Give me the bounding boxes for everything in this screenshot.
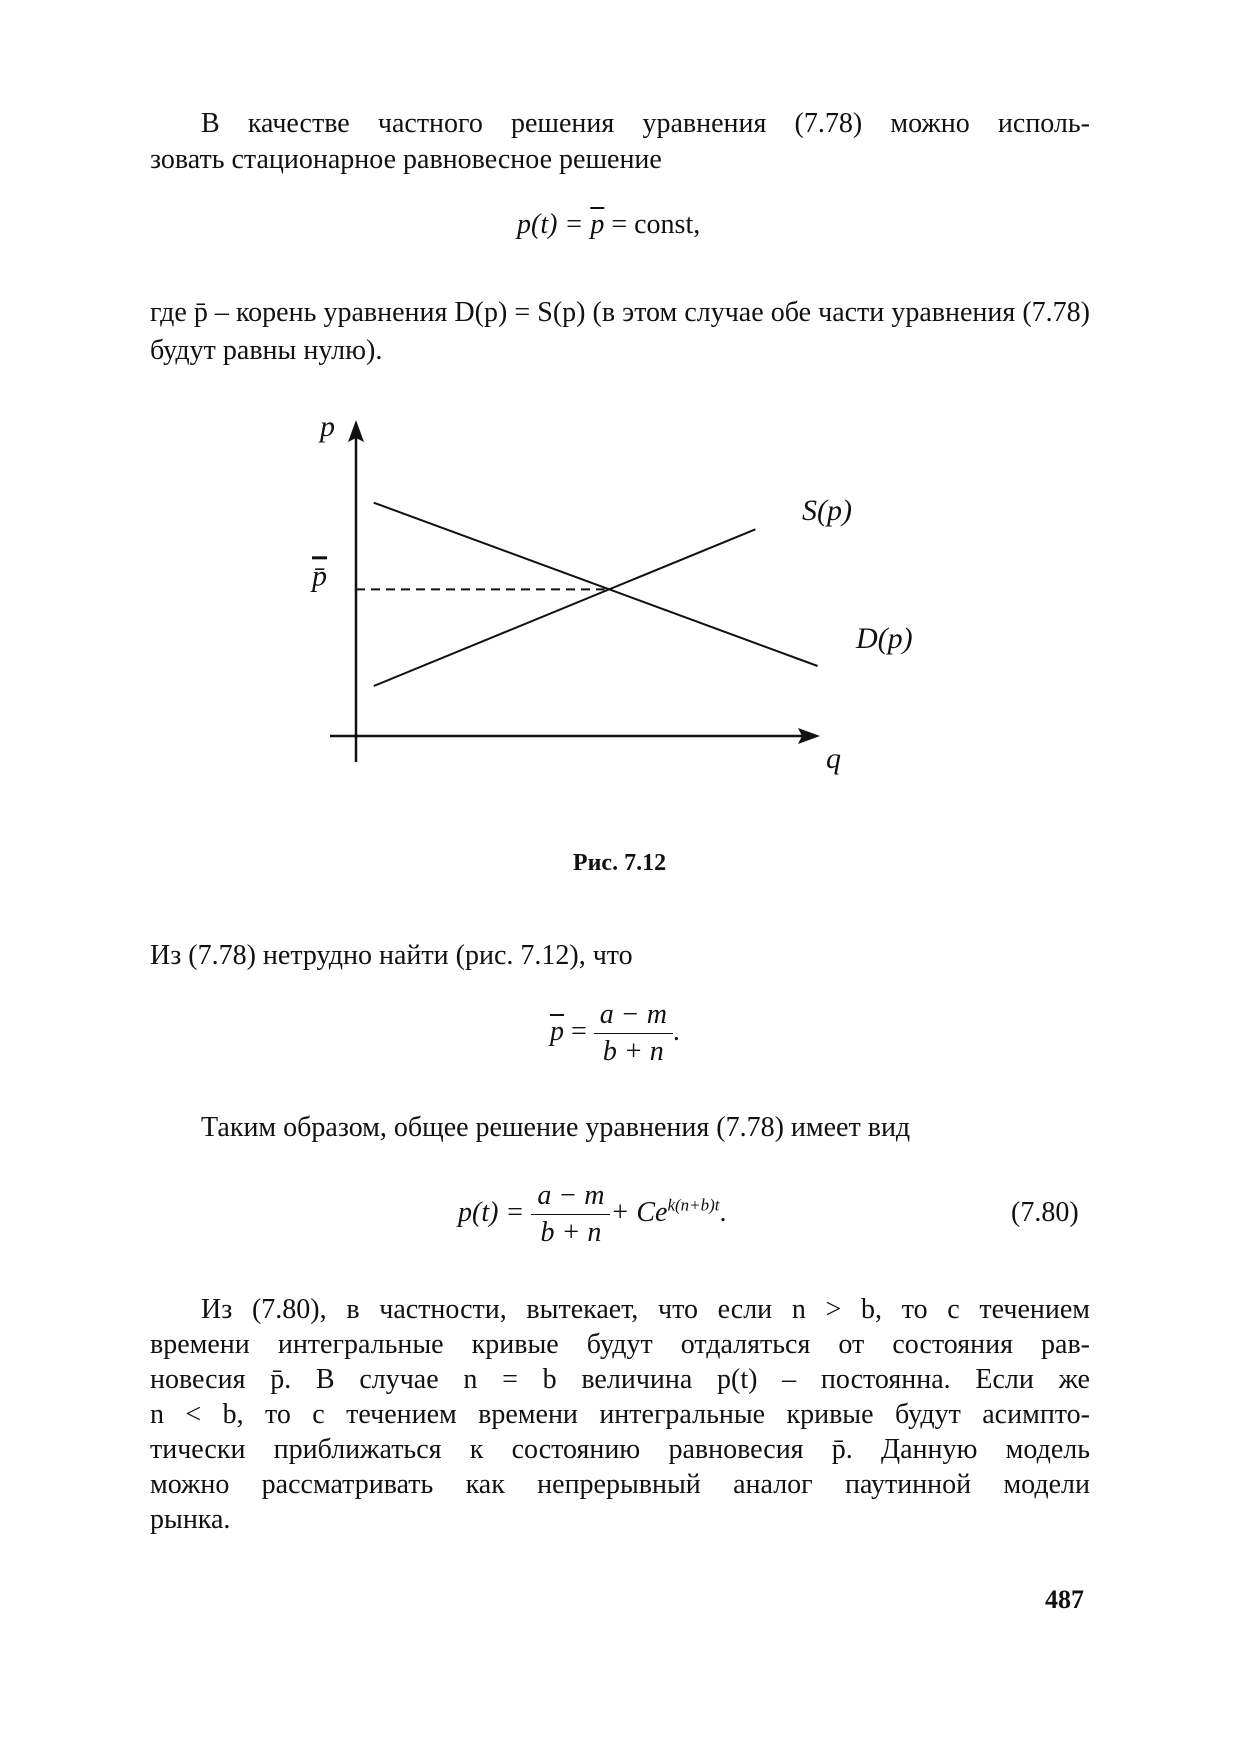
demand-line [374,503,818,666]
y-axis-label: p [320,410,335,443]
series-lines [356,503,818,686]
eq3-numerator: a − m [531,1178,610,1215]
series-label-demand: D(p) [856,622,913,655]
eq1-pbar: $\overline{p}$ [590,209,605,240]
eq2-numerator: a − m [594,997,673,1034]
from-paragraph: Из (7.78) нетрудно найти (рис. 7.12), что [150,940,633,971]
intro-line-1: В качестве частного решения уравнения (7.78) можно исполь- [201,108,1090,139]
page-number: 487 [1045,1585,1084,1614]
final-line-3: новесия p̄. В случае n = b величина p(t) – постоянна. Если же [150,1364,1090,1395]
eq1-lhs: p(t) = [517,209,591,240]
final-line-7: рынка. [150,1504,231,1535]
final-paragraph [150,1292,1090,1537]
eq3-lhs: p(t) = [458,1196,532,1228]
final-line-5: тически приближаться к состоянию равновесия p̄. Данную модель [150,1434,1090,1465]
where-paragraph: где p̄ – корень уравнения D(p) = S(p) (в этом случае обе части уравнения (7.78) будут равны нулю). [150,297,1090,366]
figure-caption: Рис. 7.12 [572,850,667,876]
equation-number: (7.80) [1011,1197,1079,1228]
eq2-lhs: $\overline{p}$ [550,1015,564,1047]
final-line-6: можно рассматривать как непрерывный аналог паутинной модели [150,1469,1090,1500]
intro-paragraph [150,106,1090,178]
series-label-supply: S(p) [802,494,852,527]
equation-stationary [517,208,700,242]
final-line-4: n < b, то с течением времени интегральные кривые будут асимпто- [150,1399,1090,1430]
axes [330,420,820,762]
equation-general: p(t) = $\frac{a - m}{b + n}$ + $Ce^{k(n+b)t}$. [458,1178,727,1251]
final-line-1: Из (7.80), в частности, вытекает, что если n > b, то с течением [201,1294,1090,1325]
eq2-denominator: b + n [602,1036,664,1067]
thus-paragraph: Таким образом, общее решение уравнения (7.78) имеет вид [201,1112,911,1143]
eq3-fraction [531,1178,610,1251]
eq2-fraction [594,997,673,1070]
equilibrium-price-label: p̄ [312,559,327,593]
eq3-denominator: b + n [540,1217,602,1248]
supply-demand-figure [290,410,950,780]
supply-line [374,529,756,686]
eq1-rhs: = const, [604,209,701,240]
equation-pbar: $\overline{p}$ = $\frac{a - m}{b + n}$ . [550,997,680,1070]
final-line-2: времени интегральные кривые будут отдаляться от состояния рав- [150,1329,1090,1360]
eq3-tail: + Ce [610,1196,668,1228]
x-axis-label: q [826,742,841,775]
intro-line-2: зовать стационарное равновесное решение [150,144,662,175]
eq3-exponent: k(n+b)t [667,1195,720,1215]
